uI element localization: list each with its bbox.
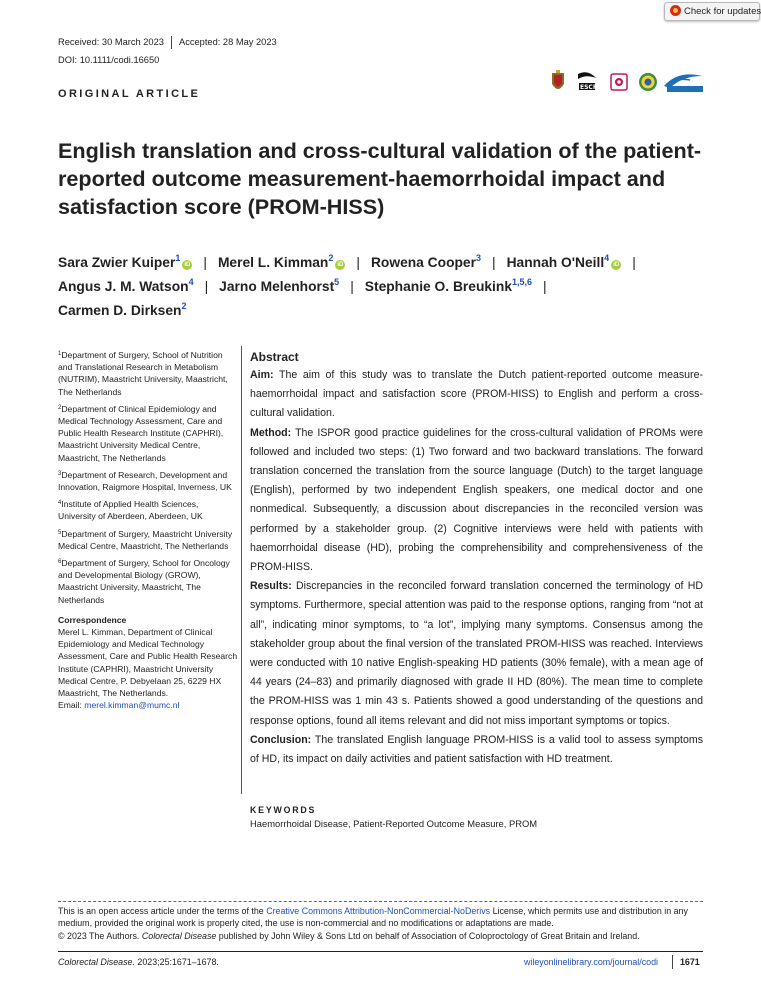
author-affiliation-ref[interactable]: 1,5,6 [512, 277, 533, 287]
check-for-updates-button[interactable] [664, 2, 760, 21]
author-name[interactable]: Angus J. M. Watson [58, 279, 189, 294]
keywords-text: Haemorrhoidal Disease, Patient-Reported Outcome Measure, PROM [250, 818, 538, 829]
page-footer-rule [58, 951, 703, 952]
author-name[interactable]: Rowena Cooper [370, 255, 476, 270]
author-name[interactable]: Carmen D. Dirksen [58, 303, 182, 318]
footer-journal-url[interactable]: wileyonlinelibrary.com/journal/codi [524, 957, 659, 967]
license-link[interactable]: Creative Commons Attribution-NonCommercial-NoDerivs [266, 906, 491, 916]
affiliation: $^2$Department of Clinical Epidemiology and Medical Technology Assessment, Care and Public Health Research Institute (CAPHRI), Maastricht University Medical Centre, Maastricht, The Netherlands [58, 403, 224, 463]
author-name[interactable]: Stephanie O. Breukink [364, 279, 512, 294]
article-title: English translation and cross-cultural validation of the patient-reported outcome measurement-haemorrhoidal impact and satisfaction score (PROM-HISS) [58, 138, 702, 219]
affiliation: $^1$Department of Surgery, School of Nutrition and Translational Research in Metabolism (NUTRIM), Maastricht University, Maastricht, The Netherlands [58, 350, 228, 397]
acpgbi-crest-icon [552, 70, 564, 89]
author-name[interactable]: Jarno Melenhorst [219, 279, 335, 294]
accepted-date: Accepted: 28 May 2023 [179, 37, 277, 47]
tripartite-logo-icon [611, 74, 627, 90]
check-for-updates-label: Check for updates [684, 6, 761, 17]
abstract-results: Results: Discrepancies in the reconciled forward translation concerned the terminology of HD symptoms. Furthermore, special attention was paid to the response options, ranging from “not at all”, indicating minor symptoms, to “a lot”, implying many symptoms. Consensus among the stakeholder group about the final version of the translated PROM-HISS was reached. Interviews were conducted with 10 native English-speaking HD patients (30% female), with a mean age of 44 years (24–83) and primarily diagnosed with grade II HD (80%). The mean time to complete the PROM-HISS was 1 min 43 s. Patients showed a good understanding of the questions and response options, found all items relevant and did not miss important symptoms or topics. [250, 580, 703, 727]
abstract-aim: Aim: The aim of this study was to translate the Dutch patient-reported outcome measure-haemorrhoidal impact and satisfaction score (PROM-HISS) to English and perform a cross-cultural validation. [250, 369, 703, 420]
ssc-logo-icon [664, 74, 703, 92]
escp-logo-icon [578, 72, 598, 91]
doi[interactable]: DOI: 10.1111/codi.16650 [58, 55, 160, 65]
author-affiliation-ref[interactable]: 2 [181, 301, 187, 311]
correspondence-title: Correspondence [58, 614, 127, 625]
author-name[interactable]: Sara Zwier Kuiper [58, 255, 176, 270]
page-number: 1671 [680, 957, 700, 967]
license-notice: This is an open access article under the terms of the Creative Commons Attribution-NonCommercial-NoDerivs License, which permits use and distribution in any medium, provided the original work is properly cited, the use is non-commercial and no modifications or adaptations are made. © 2023 The Authors. Colorectal Disease published by John Wiley & Sons Ltd on behalf of Association of Coloproctology of Great Britain and Ireland. [58, 906, 688, 941]
affiliations [58, 349, 238, 716]
author-name[interactable]: Hannah O'Neill [506, 255, 605, 270]
keywords-title: KEYWORDS [250, 805, 317, 815]
author-affiliation-ref[interactable]: 4 [188, 277, 194, 287]
meta-divider [171, 36, 172, 49]
affiliation: $^3$Department of Research, Development and Innovation, Raigmore Hospital, Inverness, UK [58, 469, 232, 493]
svg-text:ESCP: ESCP [580, 84, 598, 91]
footer-citation: Colorectal Disease. 2023;25:1671–1678. [58, 957, 219, 967]
abstract-divider [241, 346, 242, 794]
author-affiliation-ref[interactable]: 3 [475, 253, 481, 263]
author-affiliation-ref[interactable]: 2 [328, 253, 334, 263]
affiliation: $^4$Institute of Applied Health Sciences, University of Aberdeen, Aberdeen, UK [58, 499, 203, 522]
correspondence-text: Merel L. Kimman, Department of Clinical Epidemiology and Medical Technology Assessment, Care and Public Health Research Institute (CAPHRI), Maastricht University Medical Centre, P. Debyelaan 25, 6229 HX Maastricht, The Netherlands. Email: merel.kimman@mumc.nl [58, 627, 238, 711]
article-type: ORIGINAL ARTICLE [58, 88, 201, 100]
society-logos [550, 70, 705, 96]
society-crest-icon [639, 73, 657, 91]
author-affiliation-ref[interactable]: 1 [175, 253, 181, 263]
footer-divider-vertical [672, 955, 673, 969]
correspondence-email-link[interactable]: merel.kimman@mumc.nl [84, 700, 180, 711]
received-date: Received: 30 March 2023 [58, 37, 164, 47]
abstract-method: Method: The ISPOR good practice guidelines for the cross-cultural validation of PROMs were followed and included two steps: (1) Two forward and two backward translations. The forward translation concerned the translation from the source language (Dutch) to the target language (English), performed by two independent English speakers, one medical doctor and one nonmedical. Subsequently, a discussion about discrepancies in the reconciled version was performed by a stakeholder group. (2) Cognitive interviews were held with patients with haemorrhoidal disease (HD), probing the comprehensibility and comprehensiveness of the PROM-HISS. [250, 426, 703, 574]
author-affiliation-ref[interactable]: 5 [334, 277, 340, 287]
abstract-conclusion: Conclusion: The translated English language PROM-HISS is a valid tool to assess symptoms of HD, its impact on daily activities and patient satisfaction with HD treatment. [250, 733, 703, 766]
abstract-heading: Abstract [250, 350, 299, 364]
author-list: Sara Zwier Kuiper$^1$iD | Merel L. Kimman$^2$iD | Rowena Cooper$^3$ | Hannah O'Neill$^4$iD | Angus J. M. Watson$^4$ | Jarno Melenhorst$^5$ | Stephanie O. Breukink$^{1,5,6}$ | Carmen D. Dirksen$^2$ [58, 253, 636, 318]
orcid-icon[interactable]: iD [337, 262, 344, 268]
crossmark-icon [670, 5, 681, 16]
orcid-icon[interactable]: iD [184, 262, 191, 268]
affiliation: $^6$Department of Surgery, School for Oncology and Developmental Biology (GROW), Maastricht University, Maastricht, The Netherlands [58, 558, 230, 605]
footer-divider [58, 901, 703, 902]
affiliation: $^5$Department of Surgery, Maastricht University Medical Centre, Maastricht, The Netherlands [58, 528, 233, 551]
author-name[interactable]: Merel L. Kimman [217, 255, 329, 270]
abstract [250, 349, 703, 769]
orcid-icon[interactable]: iD [613, 262, 620, 268]
author-affiliation-ref[interactable]: 4 [604, 253, 610, 263]
